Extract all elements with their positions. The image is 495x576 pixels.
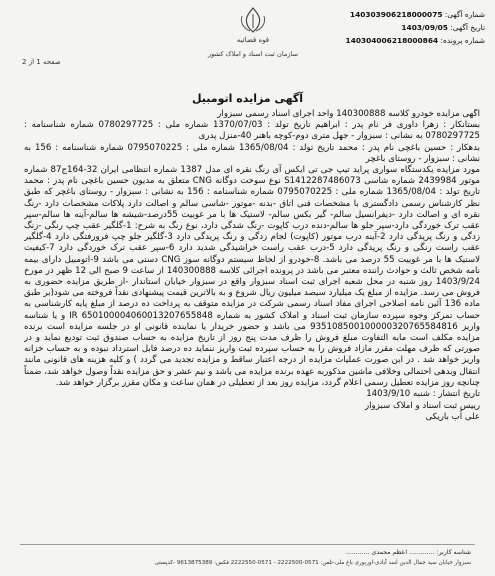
emblem-icon <box>236 6 270 34</box>
ad-date-row <box>346 21 485 34</box>
document-body <box>24 109 480 511</box>
footer-divider <box>20 544 475 545</box>
signature-title: رییس ثبت اسناد و املاک سبزوار <box>365 401 480 412</box>
body-paragraph: بدهکار : حسین باغچی نام پدر : محمد تاریخ تولد : 1365/08/04 شماره ملی : 0795070225 شماره شناسنامه : 156 به نشانی : سبزوار - روستای باغچر <box>24 142 480 164</box>
body-paragraph: بستانکار : زهرا داوری فر نام پدر : ابراهیم تاریخ تولد : 1370/07/03 شماره ملی : 0780297725 شماره شناسنامه : 0780297725 به نشانی : سبزوار - جهل متری دوم-کوچه باهنر 40-منزل پدری <box>24 120 480 142</box>
ad-number-label: شماره آگهی: <box>444 10 485 19</box>
body-paragraph: مورد مزایده یکدستگاه سواری پراید تیپ جی تی ایکس آی رنگ نقره ای مدل 1387 شماره انتظامی ایران 32-164ج87 شماره موتور 2439984 شماره شاسی S1412287486073 نوع سوخت دوگانه CNG متعلق به مدیون حسین باغچی نام پدر : محمد تاریخ تولد : 1365/08/04 شماره ملی : 0795070225 شماره شناسنامه : 156 به نشانی : سبزوار - روستای باغچر که طبق نظر کارشناس رسمی دادگستری با مشخصات فنی اتاق -بدنه -موتور -شاسی سالم و اصالت دارد پلاکات مشخصات دارد -رنگ نقره ای و اصالت دارد -دیفرانسیل سالم- گیر بکس سالم- لاستیک ها با مر غوبیت 55درصد-شیشه ها سالم-آینه ها سالم-سپر عقب ترک خوردگی دارد-سپر جلو ها سالم-دنده درب کاپوت -رنگ شدگی دارد، نوع رنگ به شرح: 1-گلگیر عقب چپ رنگی -زنگ زدگی و رنگ پریدگی دارد 2-آینه درب موتور (کاپوت) لجام زدگی و رنگ پریدگی دارد 3-گلگیر جلو چپ فرورفتگی دارد 4-گلگیر عقب راست رنگی و رنگ پریدگی دارد 5-درب عقب راست خراشیدگی شدید دارد 6-سپر عقب ترک خوردگی دارد 7-کیفیت لاستیک ها با مر غوبیت 55 درصد می باشد. 8-خودرو از لحاظ سیستم دوگانه سوز CNG دستی می باشد 9-اتومبیل دارای بیمه نامه شخص ثالث و حوادث راننده معتبر می باشد در پرونده اجرائی کلاسه 140300888 از ساعت 9 صبح الی 12 ظهر در مورخ 1403/9/24 روز شنبه در محل شعبه اجرای ثبت اسناد سبزوار واقع در سبزوار خیابان استاندار -از طریق مزایده حضوری به فروش می رسد. مزایده از مبلغ یک میلیارد سیصد میلیون ریال شروع و به بالاترین قیمت پیشنهادی نقداً فروخته می شود(بر طبق ماده 136 آئین نامه اصلاحی اجرای مفاد اسناد رسمی شرکت در مزایده متوقف به پرداخت ده درصد از مبلغ پایه کارشناسی به حساب تمرکز وجوه سپرده سازمان ثبت اسناد و املاک کشور به شماره IR 650100004060013207655848 و یا شناسه واریز 935108500100000320765584816 می باشد و حضور خریدار یا نماینده قانونی او در جلسه مزایده است برنده مزایده مکلف است مابه التفاوت مبلغ فروش را ظرف مدت پنج روز از تاریخ مزایده به حساب صندوق ثبت تودیع نماید و در صورتی که ظرف مهلت مقرر مازاد فروش را به حساب سپرده ثبت واریز ننماید ده درصد فابل استرداد نبوده و به حساب خزانه واریز خواهد شد . در این صورت عملیات مزایده از درجه اعتبار ساقط و مزایده تجدید می گردد ) و کلیه هزینه های قانونی مانند انتقال وبدهی احتمالی وخلافی ماشین مذکوربه عهده برنده مزایده می باشد و نیم عشر و حق مزایده نقداً وصول خواهد شد، ضمناً چنانچه روز مزایده تعطیل رسمی اعلام گردد، مزایده روز بعد از تعطیلی در همان ساعت و مکان مقرر برگزار خواهد شد. <box>24 165 480 388</box>
publication-date-label: تاریخ انتشار : <box>432 389 480 400</box>
body-paragraph: آگهی مزایده خودرو کلاسه 140300888 واحد اجرای اسناد رسمی سبزوار <box>217 109 480 119</box>
judiciary-text: قوه قضائیه <box>236 36 270 44</box>
file-number-value: 140304006218000864 <box>345 36 439 45</box>
file-number-label: شماره پرونده: <box>440 36 485 45</box>
footer-address-line: سبزوار خیابان سید جمال الدین اسد آبادی-اوربوری باغ ملی-تلفن: 0571-2222500 - 0571-2222550 فکس: 9613875389 -کدپستی <box>154 560 471 566</box>
organization-logo <box>178 6 328 72</box>
file-number-row <box>346 34 485 47</box>
document-title: آگهی مزایده اتومبیل <box>191 92 304 105</box>
registry-org-text: سازمان ثبت اسناد و املاک کشور <box>207 50 299 58</box>
publication-date-value: شنبه 1403/9/10 <box>366 389 430 400</box>
page-number: صفحه 1 از 2 <box>22 58 61 66</box>
ad-date-label: تاریخ آگهی: <box>450 23 485 32</box>
ad-number-row <box>346 8 485 21</box>
ad-number-value: 140303906218000075 <box>349 10 443 19</box>
footer-user-line: شناسه کاربر: ............. اعظم محمدی ............ <box>345 549 471 556</box>
ad-date-value: 1403/09/05 <box>401 23 448 32</box>
signature-name: علی اُب باریکی <box>425 412 480 423</box>
header-meta <box>346 8 485 47</box>
publication-date <box>24 389 480 400</box>
